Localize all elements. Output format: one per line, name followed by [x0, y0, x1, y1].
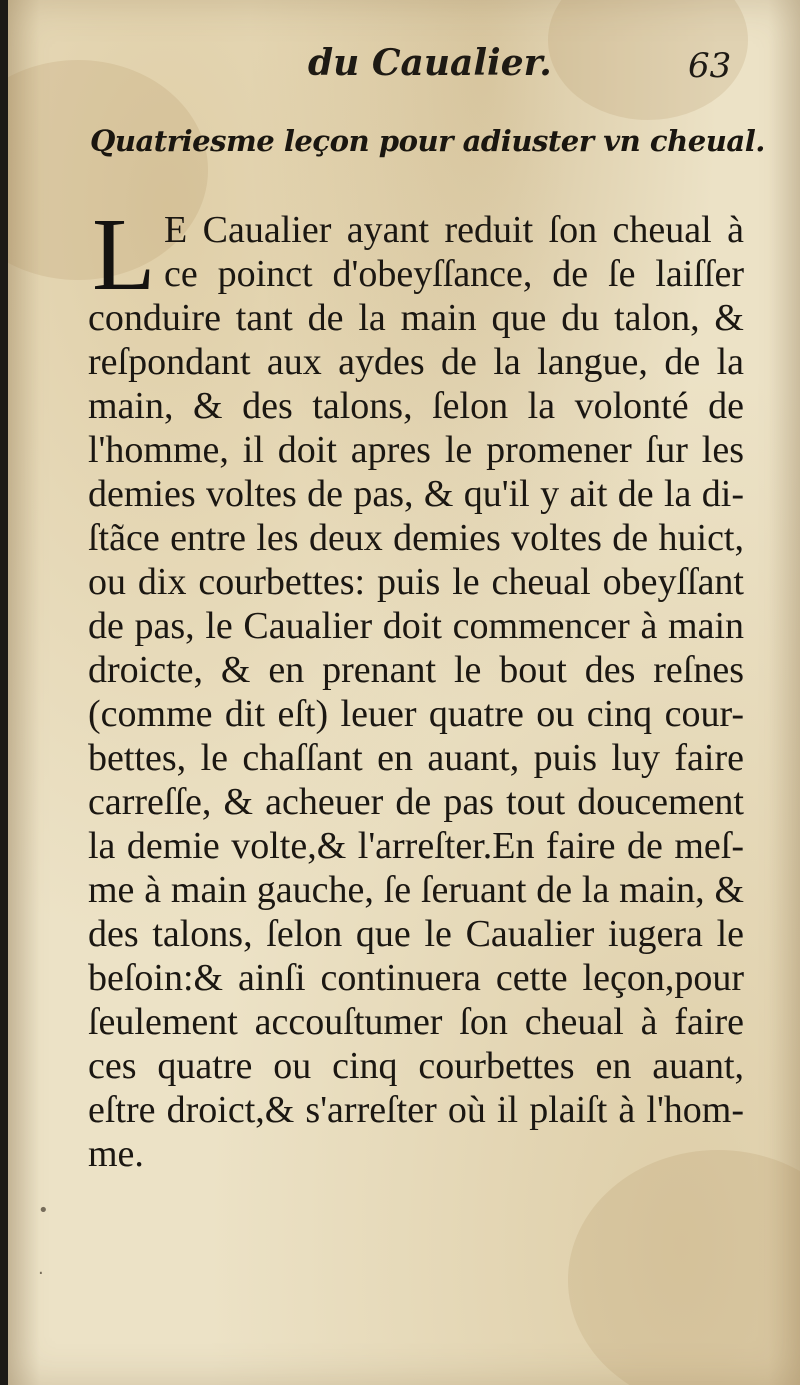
text-line: demies voltes de pas, & qu'il y ait de la di-: [88, 473, 744, 515]
text-line: ou dix courbettes: puis le cheual obeyſſant: [88, 561, 744, 603]
text-line: la demie volte,& l'arreſter.En faire de meſ-: [88, 825, 744, 867]
text-line: main, & des talons, ſelon la volonté de: [88, 385, 744, 427]
text-line: (comme dit eſt) leuer quatre ou cinq cour-: [88, 693, 744, 735]
ink-specks: • ·: [38, 1200, 49, 1284]
text-line: de pas, le Caualier doit commencer à main: [88, 605, 744, 647]
page-number: 63: [688, 46, 732, 86]
text-line: ſtãce entre les deux demies voltes de huict,: [88, 517, 744, 559]
text-line: bettes, le chaſſant en auant, puis luy faire: [88, 737, 744, 779]
text-line: conduire tant de la main que du talon, &: [88, 297, 744, 339]
drop-cap: L: [92, 197, 156, 312]
text-line: me.: [88, 1133, 144, 1175]
running-head: [8, 42, 800, 92]
paper-stain: [568, 1150, 800, 1385]
text-line: droicte, & en prenant le bout des reſnes: [88, 649, 744, 691]
body-paragraph: [88, 197, 744, 1176]
text-line: E Caualier ayant reduit ſon cheual à: [164, 209, 744, 251]
text-line: ſeulement accouſtumer ſon cheual à faire: [88, 1001, 744, 1043]
running-title: du Caualier.: [308, 42, 552, 84]
text-line: des talons, ſelon que le Caualier iugera le: [88, 913, 744, 955]
text-line: ce poinct d'obeyſſance, de ſe laiſſer: [164, 253, 744, 295]
book-page: [8, 0, 800, 1385]
text-line: beſoin:& ainſi continuera cette leçon,pour: [88, 957, 744, 999]
text-line: ces quatre ou cinq courbettes en auant,: [88, 1045, 744, 1087]
text-line: eſtre droict,& s'arreſter où il plaiſt à l'hom-: [88, 1089, 744, 1131]
text-line: me à main gauche, ſe ſeruant de la main, &: [88, 869, 744, 911]
text-line: reſpondant aux aydes de la langue, de la: [88, 341, 744, 383]
lesson-heading: Quatriesme leçon pour adiuster vn cheual.: [90, 124, 765, 158]
text-line: l'homme, il doit apres le promener ſur les: [88, 429, 744, 471]
text-line: carreſſe, & acheuer de pas tout doucement: [88, 781, 744, 823]
